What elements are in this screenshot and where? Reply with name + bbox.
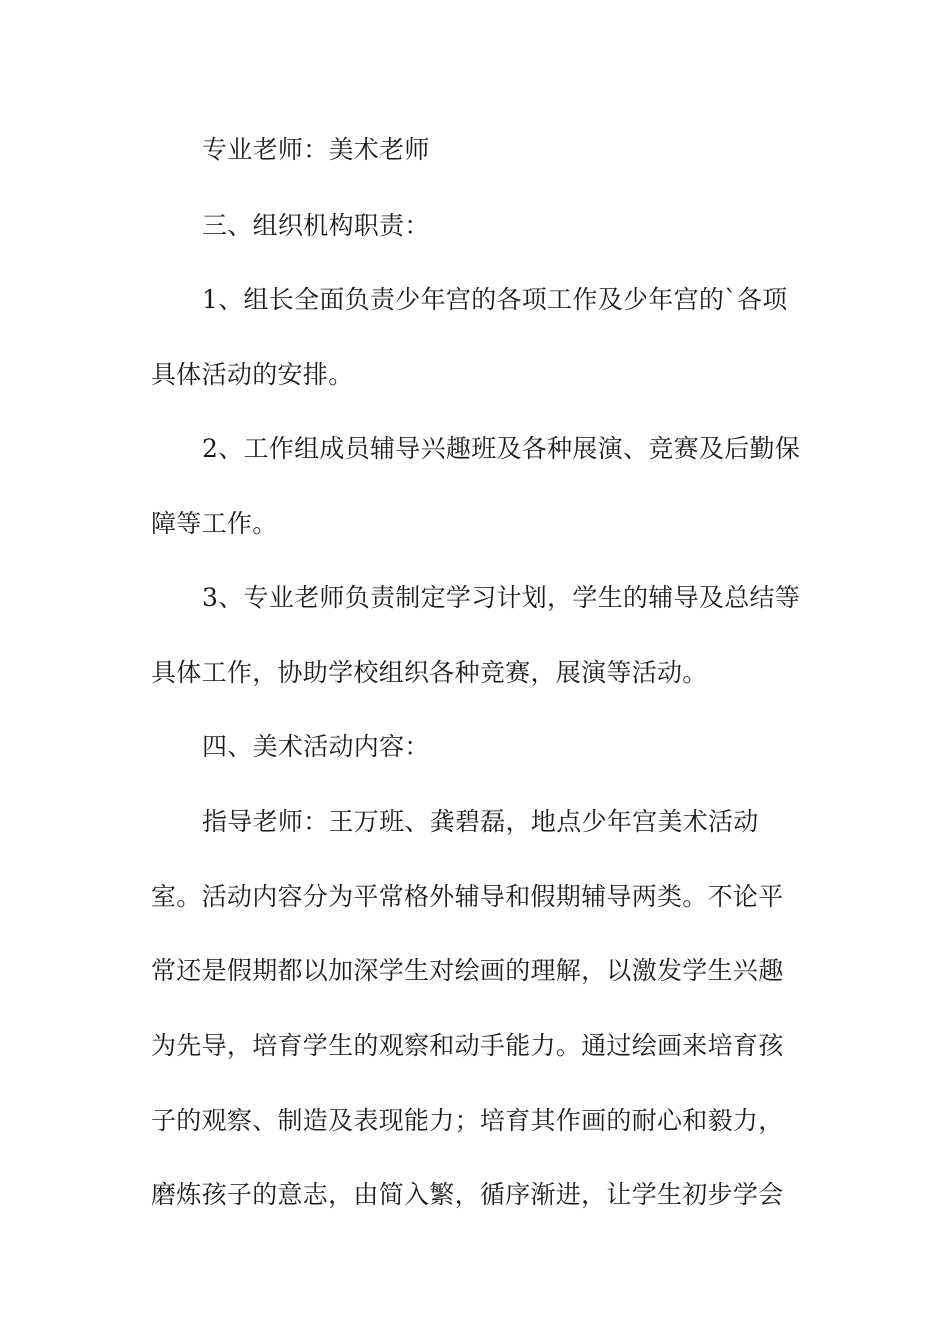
duty-three-line-1: 3、专业老师负责制定学习计划，学生的辅导及总结等 [202,583,801,612]
art-content-line-4: 为先导，培育学生的观察和动手能力。通过绘画来培育孩 [151,1031,784,1060]
art-content-line-1: 指导老师：王万班、龚碧磊，地点少年宫美术活动 [202,807,759,836]
staff-teacher-line: 专业老师：美术老师 [202,135,430,164]
art-content-line-2: 室。活动内容分为平常格外辅导和假期辅导两类。不论平 [151,882,784,911]
art-content-line-3: 常还是假期都以加深学生对绘画的理解，以激发学生兴趣 [151,956,784,985]
duty-three-line-2: 具体工作，协助学校组织各种竞赛，展演等活动。 [151,658,708,687]
art-content-line-6: 磨炼孩子的意志，由简入繁，循序渐进，让学生初步学会 [151,1180,784,1209]
section-four-heading: 四、美术活动内容： [202,732,430,761]
duty-two-line-2: 障等工作。 [151,509,278,538]
duty-one-line-1: 1、组长全面负责少年宫的各项工作及少年宫的`各项 [202,285,788,314]
duty-one-line-2: 具体活动的安排。 [151,360,354,389]
section-three-heading: 三、组织机构职责： [202,211,430,240]
art-content-line-5: 子的观察、制造及表现能力；培育其作画的耐心和毅力， [151,1106,784,1135]
duty-two-line-1: 2、工作组成员辅导兴趣班及各种展演、竞赛及后勤保 [202,434,801,463]
